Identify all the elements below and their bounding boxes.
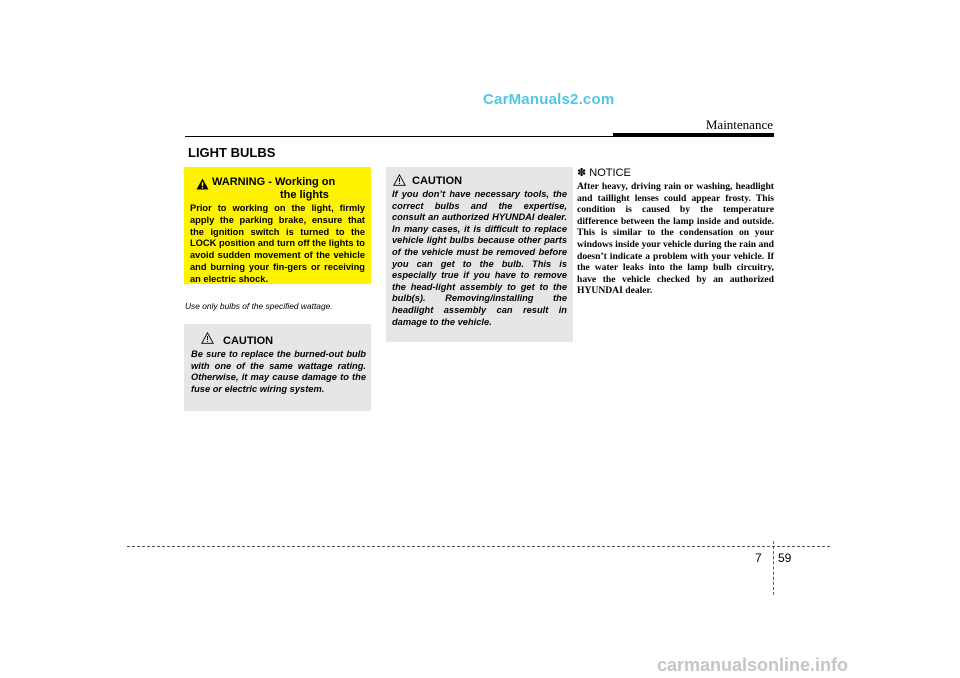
warning-box xyxy=(184,167,371,284)
chapter-number: 7 xyxy=(755,551,762,565)
caution-box-middle xyxy=(386,167,573,342)
wattage-note: Use only bulbs of the specified wattage. xyxy=(185,301,333,311)
page-number: 59 xyxy=(778,551,792,565)
header-rule-thick xyxy=(613,133,774,137)
caution-triangle-icon xyxy=(201,331,214,349)
warning-triangle-icon xyxy=(196,177,209,195)
caution-left-body: Be sure to replace the burned-out bulb with one of the same wattage rating. Otherwise, it may cause damage to the fuse or electric wiring system. xyxy=(191,349,366,394)
footer-vertical-rule xyxy=(773,541,774,595)
warning-title xyxy=(212,176,362,202)
watermark-carmanuals2: CarManuals2.com xyxy=(483,91,615,108)
caution-middle-body: If you don’t have necessary tools, the correct bulbs and the expertise, consult an authorized HYUNDAI dealer. In many cases, it is difficult to replace vehicle light bulbs because other parts of the vehicle must be removed before you can get to the bulb. This is especially true if you have to remove the head-light assembly to get to the bulb(s). Removing/installing the headlight assembly can result in damage to the vehicle. xyxy=(392,189,567,327)
caution-left-title: CAUTION xyxy=(223,335,274,347)
notice-body: After heavy, driving rain or washing, headlight and taillight lenses could appear frosty. This condition is caused by the temperature difference between the lamp inside and outside. This is similar to the condensation on your windows inside your vehicle during the rain and doesn’t indicate a problem with your vehicle. If the water leaks into the lamp bulb circuitry, have the vehicle checked by an authorized HYUNDAI dealer. xyxy=(577,181,774,297)
warning-title-line2: the lights xyxy=(280,189,329,201)
notice-title: ✽ NOTICE xyxy=(577,167,631,179)
footer-dashed-rule xyxy=(127,546,830,547)
warning-body: Prior to working on the light, firmly apply the parking brake, ensure that the ignition switch is turned to the LOCK position and turn off the lights to avoid sudden movement of the vehicle and burning your fin-gers or receiving an electric shock. xyxy=(190,203,365,284)
header-rule-thin xyxy=(185,136,613,137)
caution-box-left xyxy=(184,324,371,411)
warning-title-line1: WARNING - Working on xyxy=(212,176,336,188)
watermark-carmanualsonline: carmanualsonline.info xyxy=(657,655,849,675)
caution-middle-title: CAUTION xyxy=(412,175,463,187)
page-heading: LIGHT BULBS xyxy=(188,145,276,160)
section-title: Maintenance xyxy=(705,117,773,132)
